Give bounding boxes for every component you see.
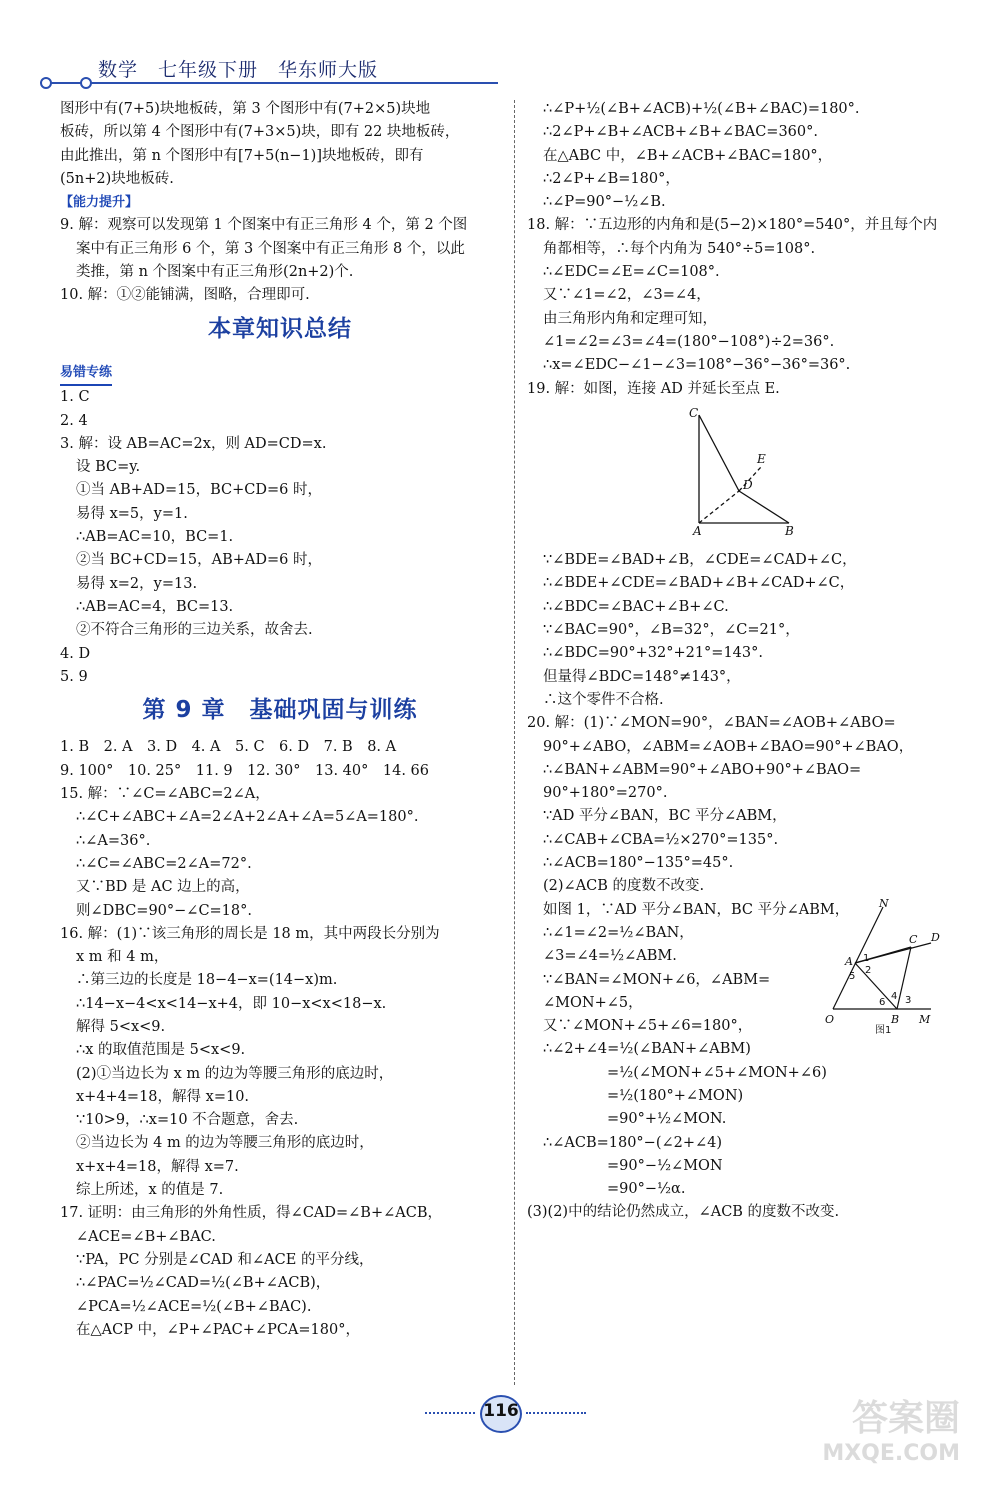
text-line: 图形中有(7+5)块地板砖，第 3 个图形中有(7+2×5)块地 — [60, 101, 431, 117]
text-line: ∴x=∠EDC−∠1−∠3=108°−36°−36°=36°. — [543, 357, 851, 374]
text-line: ∴∠A=36°. — [76, 832, 151, 849]
text-line: x+x+4=18，解得 x=7. — [76, 1158, 239, 1175]
figure-19 — [667, 405, 797, 535]
watermark-line1: 答案圈 — [851, 1398, 960, 1439]
chapter-title: 第 9 章 基础巩固与训练 — [142, 697, 418, 724]
text-line: ∴∠PAC=½∠CAD=½(∠B+∠ACB)， — [76, 1275, 331, 1292]
text-line: 1. B 2. A 3. D 4. A 5. C 6. D 7. B 8. A — [60, 739, 397, 756]
text-block — [527, 549, 947, 1225]
text-line: 在△ACP 中，∠P+∠PAC+∠PCA=180°， — [76, 1321, 360, 1338]
text-line: ∴∠P=90°−½∠B. — [543, 194, 666, 211]
text-line: 9. 100° 10. 25° 11. 9 12. 30° 13. 40° 14. 66 — [60, 762, 429, 779]
angle-1-label: 1 — [863, 952, 870, 964]
text-line: 易得 x=2，y=13. — [76, 575, 198, 592]
text-line: 又∵∠MON+∠5+∠6=180°， — [543, 1018, 753, 1035]
text-line: ∴∠2+∠4=½(∠BAN+∠ABM) — [543, 1041, 751, 1058]
text-line: 17. 证明：由三角形的外角性质，得∠CAD=∠B+∠ACB， — [60, 1205, 442, 1222]
text-line: 又∵∠1=∠2，∠3=∠4， — [543, 287, 711, 304]
text-line: 10. 解：①②能铺满，图略，合理即可. — [60, 287, 310, 304]
text-line: (3)(2)中的结论仍然成立，∠ACB 的度数不改变. — [527, 1204, 840, 1221]
header-rule — [48, 82, 498, 84]
label-n: N — [879, 898, 889, 910]
label-b: B — [891, 1012, 900, 1026]
text-line: ∵AD 平分∠BAN，BC 平分∠ABM， — [543, 808, 787, 825]
page-number-dots-left — [425, 1412, 475, 1414]
text-line: ∴AB=AC=4，BC=13. — [76, 598, 234, 615]
text-line: =90°−½α. — [607, 1181, 686, 1198]
text-line: 案中有正三角形 6 个，第 3 个图案中有正三角形 8 个，以此 — [76, 240, 465, 257]
text-line: 如图 1，∵AD 平分∠BAN，BC 平分∠ABM， — [543, 901, 850, 918]
text-line: ∴∠BAN+∠ABM=90°+∠ABO+90°+∠BAO= — [543, 761, 862, 778]
text-line: ∴AB=AC=10，BC=1. — [76, 529, 234, 546]
text-line: ∠PCA=½∠ACE=½(∠B+∠BAC). — [76, 1298, 312, 1315]
label-o: O — [825, 1012, 835, 1026]
text-line: =½(180°+∠MON) — [607, 1087, 744, 1104]
text-line: ∴∠ACB=180°−(∠2+∠4) — [543, 1134, 723, 1151]
text-block — [60, 214, 500, 307]
text-line: ∴∠C+∠ABC+∠A=2∠A+2∠A+∠A=5∠A=180°. — [76, 809, 419, 826]
text-line: ∠1=∠2=∠3=∠4=(180°−108°)÷2=36°. — [543, 333, 835, 350]
label-d: D — [931, 930, 940, 944]
text-line: x m 和 4 m， — [76, 949, 169, 966]
right-column — [527, 98, 947, 1225]
text-line: ①当 AB+AD=15，BC+CD=6 时， — [76, 482, 322, 499]
text-line: 综上所述，x 的值是 7. — [76, 1182, 224, 1199]
text-line: ∵∠BAC=90°，∠B=32°，∠C=21°， — [543, 622, 800, 639]
label-b: B — [785, 523, 794, 535]
text-line: 角都相等，∴每个内角为 540°÷5=108°. — [543, 240, 816, 257]
ability-tag: 【能力提升】 — [60, 195, 139, 211]
text-line: ∴2∠P+∠B+∠ACB+∠B+∠BAC=360°. — [543, 124, 818, 141]
page-header — [40, 55, 500, 95]
text-line: (5n+2)块地板砖. — [60, 170, 174, 187]
text-line: 则∠DBC=90°−∠C=18°. — [76, 902, 252, 919]
page-number-dots-right — [526, 1412, 586, 1414]
text-line: ∴∠BDC=∠BAC+∠B+∠C. — [543, 598, 729, 615]
text-line: ∵PA，PC 分别是∠CAD 和∠ACE 的平分线， — [76, 1251, 374, 1268]
text-line: ∴x 的取值范围是 5<x<9. — [76, 1042, 246, 1059]
header-rule-dot — [80, 77, 92, 89]
text-line: 设 BC=y. — [76, 459, 141, 476]
line-ad — [699, 491, 739, 523]
label-c: C — [689, 405, 699, 420]
text-line: 易得 x=5，y=1. — [76, 505, 188, 522]
label-a: A — [845, 954, 853, 968]
text-line: 9. 解：观察可以发现第 1 个图案中有正三角形 4 个，第 2 个图 — [60, 217, 468, 234]
page-number: 116 — [483, 1401, 519, 1421]
text-line: (2)①当边长为 x m 的边为等腰三角形的底边时， — [76, 1065, 394, 1082]
text-line: (2)∠ACB 的度数不改变. — [543, 878, 705, 895]
angle-4-label: 4 — [891, 990, 898, 1002]
text-line: 类推，第 n 个图案中有正三角形(2n+2)个. — [76, 264, 354, 281]
line-db — [739, 491, 789, 523]
label-e: E — [757, 451, 766, 466]
angle-5-label: 5 — [849, 970, 856, 982]
text-line: ∴∠P+½(∠B+∠ACB)+½(∠B+∠BAC)=180°. — [543, 101, 860, 117]
segment-ab — [855, 963, 897, 1009]
text-line: ∴∠1=∠2=½∠BAN， — [543, 924, 694, 941]
text-line: ∴∠BDC=90°+32°+21°=143°. — [543, 645, 763, 662]
watermark-logo — [780, 1390, 960, 1480]
text-line: 解得 5<x<9. — [76, 1018, 166, 1035]
header-rule-dot — [40, 77, 52, 89]
text-line: ∵10>9，∴x=10 不合题意，舍去. — [76, 1112, 299, 1129]
column-divider — [514, 100, 515, 1385]
text-block — [60, 98, 500, 191]
section-title: 本章知识总结 — [208, 315, 352, 342]
text-line: ∴∠BDE+∠CDE=∠BAD+∠B+∠CAD+∠C， — [543, 575, 855, 592]
text-block — [60, 736, 500, 1342]
text-line: x+4+4=18，解得 x=10. — [76, 1088, 250, 1105]
text-line: ∴∠C=∠ABC=2∠A=72°. — [76, 855, 252, 872]
text-line: ∴∠ACB=180°−135°=45°. — [543, 855, 734, 872]
text-line: 3. 解：设 AB=AC=2x，则 AD=CD=x. — [60, 435, 327, 452]
angle-3-label: 3 — [905, 994, 912, 1006]
figure-caption: 图1 — [875, 1024, 892, 1034]
text-line: =90°+½∠MON. — [607, 1111, 727, 1128]
text-line: ∠ACE=∠B+∠BAC. — [76, 1228, 216, 1245]
text-line: 由三角形内角和定理可知， — [543, 310, 717, 327]
label-a: A — [693, 523, 702, 535]
text-line: =90°−½∠MON — [607, 1157, 723, 1174]
text-line: 由此推出，第 n 个图形中有[7+5(n−1)]块地板砖，即有 — [60, 147, 424, 164]
text-line: 18. 解：∵五边形的内角和是(5−2)×180°=540°，并且每个内 — [527, 217, 938, 234]
line-cd — [699, 415, 739, 491]
text-line: ∴2∠P+∠B=180°， — [543, 170, 680, 187]
text-line: ∴∠CAB+∠CBA=½×270°=135°. — [543, 831, 779, 848]
angle-6-label: 6 — [879, 996, 886, 1008]
text-line: 板砖，所以第 4 个图形中有(7+3×5)块，即有 22 块地板砖， — [60, 124, 460, 141]
text-line: 16. 解：(1)∵该三角形的周长是 18 m，其中两段长分别为 — [60, 925, 440, 942]
label-d: D — [743, 477, 753, 492]
text-line: 但量得∠BDC=148°≠143°， — [543, 668, 741, 685]
text-line: 4. D — [60, 645, 91, 662]
left-column — [60, 98, 500, 1342]
text-line: ②不符合三角形的三边关系，故舍去. — [76, 622, 313, 639]
text-line: ∴第三边的长度是 18−4−x=(14−x)m. — [76, 972, 338, 989]
text-line: 1. C — [60, 389, 90, 406]
text-line: 90°+∠ABO，∠ABM=∠AOB+∠BAO=90°+∠BAO， — [543, 738, 914, 755]
text-line: 又∵BD 是 AC 边上的高， — [76, 879, 250, 896]
angle-2-label: 2 — [865, 964, 872, 976]
text-line: ∴这个零件不合格. — [543, 691, 664, 708]
text-line: ∴∠EDC=∠E=∠C=108°. — [543, 264, 720, 281]
text-block — [60, 386, 500, 689]
page-number-badge — [440, 1395, 560, 1431]
text-line: 在△ABC 中，∠B+∠ACB+∠BAC=180°， — [543, 147, 833, 164]
text-line: ∵∠BAN=∠MON+∠6，∠ABM= — [543, 971, 771, 988]
watermark-line2: MXQE.COM — [822, 1441, 960, 1466]
label-m: M — [919, 1012, 931, 1026]
text-line: ②当 BC+CD=15，AB+AD=6 时， — [76, 552, 322, 569]
text-line: ∴14−x−4<x<14−x+4，即 10−x<x<18−x. — [76, 995, 387, 1012]
text-line: 2. 4 — [60, 412, 88, 429]
text-line: 20. 解：(1)∵∠MON=90°，∠BAN=∠AOB+∠ABO= — [527, 715, 896, 732]
text-line: 15. 解：∵∠C=∠ABC=2∠A， — [60, 786, 270, 803]
header-title: 数学 七年级下册 华东师大版 — [98, 59, 379, 81]
text-line: ∵∠BDE=∠BAD+∠B，∠CDE=∠CAD+∠C， — [543, 552, 857, 569]
text-block — [527, 98, 947, 401]
figure-1 — [819, 899, 944, 1034]
text-line: ②当边长为 4 m 的边为等腰三角形的底边时， — [76, 1135, 374, 1152]
error-practice-tag: 易错专练 — [60, 361, 112, 386]
text-line: 5. 9 — [60, 668, 88, 685]
text-line: =½(∠MON+∠5+∠MON+∠6) — [607, 1064, 827, 1081]
text-line: 90°+180°=270°. — [543, 785, 668, 802]
label-c: C — [909, 932, 918, 946]
text-line: ∠3=∠4=½∠ABM. — [543, 948, 677, 965]
text-line: 19. 解：如图，连接 AD 并延长至点 E. — [527, 380, 780, 397]
text-line: ∠MON+∠5， — [543, 994, 643, 1011]
